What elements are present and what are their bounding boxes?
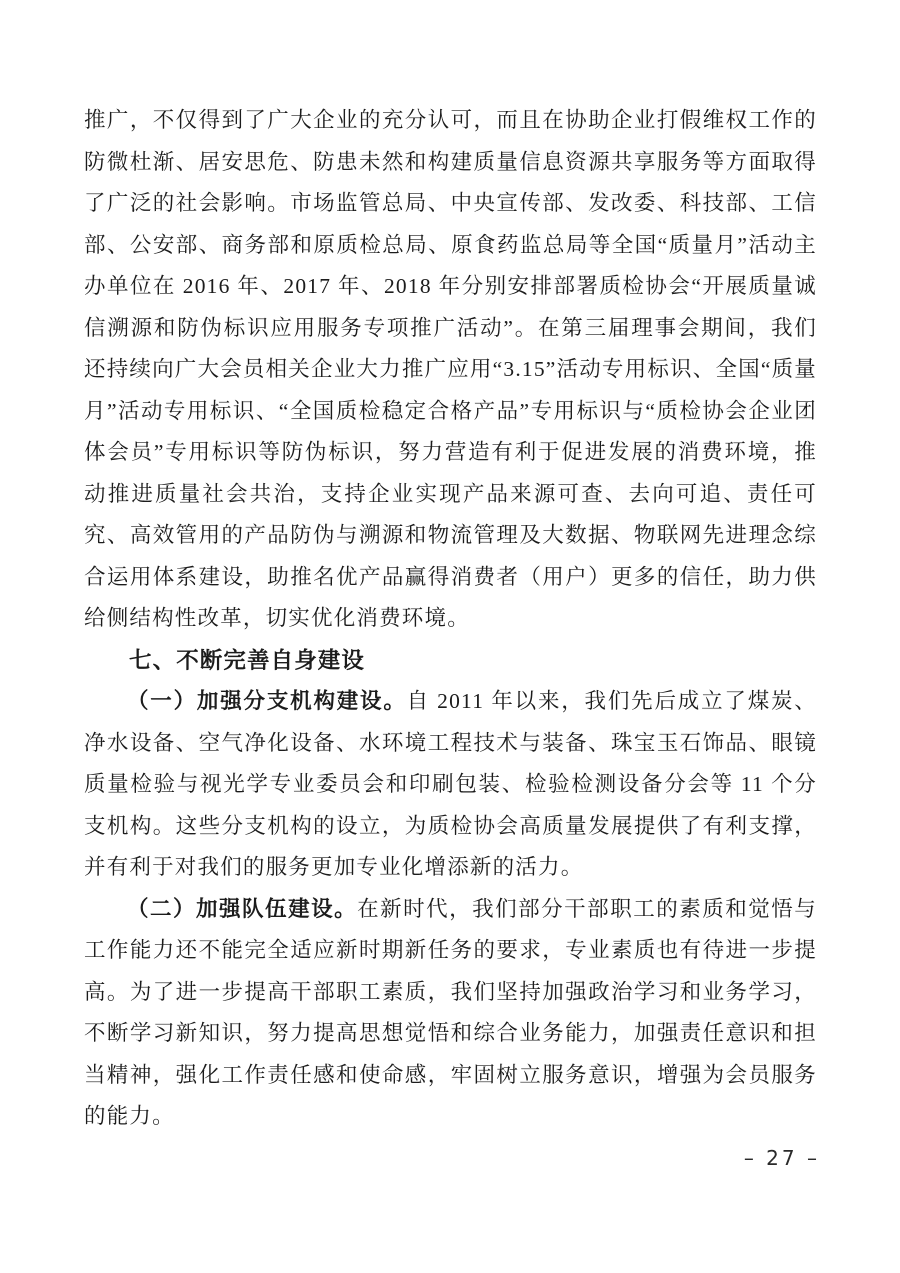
paragraph-continuation: 推广，不仅得到了广大企业的充分认可，而且在协助企业打假维权工作的防微杜渐、居安思危、防患未然和构建质量信息资源共享服务等方面取得了广泛的社会影响。市场监管总局、中央宣传部、发改委、科技部、工信部、公安部、商务部和原质检总局、原食药监总局等全国“质量月”活动主办单位在 2016 年、2017 年、2018 年分别安排部署质检协会“开展质量诚信溯源和防伪标识应用服务专项推广活动”。在第三届理事会期间，我们还持续向广大会员相关企业大力推广应用“3.15”活动专用标识、全国“质量月”活动专用标识、“全国质检稳定合格产品”专用标识与“质检协会企业团体会员”专用标识等防伪标识，努力营造有利于促进发展的消费环境，推动推进质量社会共治，支持企业实现产品来源可查、去向可追、责任可究、高效管用的产品防伪与溯源和物流管理及大数据、物联网先进理念综合运用体系建设，助推名优产品赢得消费者（用户）更多的信任，助力供给侧结构性改革，切实优化消费环境。: [84, 108, 817, 630]
document-content: [84, 100, 817, 1138]
paragraph-branch-text: 自 2011 年以来，我们先后成立了煤炭、净水设备、空气净化设备、水环境工程技术与装备、珠宝玉石饰品、眼镜质量检验与视光学专业委员会和印刷包装、检验检测设备分会等 11 个分支机构。这些分支机构的设立，为质检协会高质量发展提供了有利支撑，并有利于对我们的服务更加专业化增添新的活力。: [84, 689, 818, 879]
paragraph-team-lead: （二）加强队伍建设。: [127, 896, 358, 921]
paragraph-team-building: [84, 889, 817, 1138]
paragraph-branch-building: [84, 681, 817, 889]
page-number: – 27 –: [743, 1146, 820, 1170]
paragraph-team-text: 在新时代，我们部分干部职工的素质和觉悟与工作能力还不能完全适应新时期新任务的要求，专业素质也有待进一步提高。为了进一步提高干部职工素质，我们坚持加强政治学习和业务学习，不断学习新知识，努力提高思想觉悟和综合业务能力，加强责任意识和担当精神，强化工作责任感和使命感，牢固树立服务意识，增强为会员服务的能力。: [84, 896, 817, 1128]
paragraph-branch-lead: （一）加强分支机构建设。: [127, 689, 407, 713]
section-heading: 七、不断完善自身建设: [129, 647, 366, 673]
